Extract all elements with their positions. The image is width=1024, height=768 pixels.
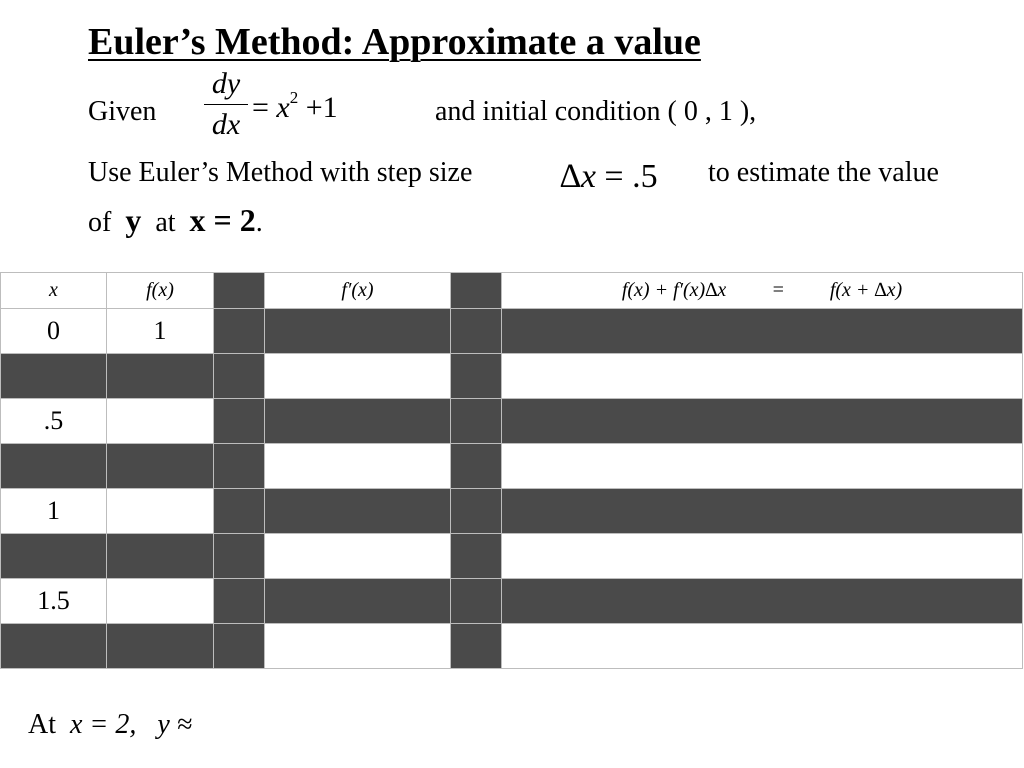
cell-fprime <box>265 534 451 579</box>
spacer-cell <box>451 399 502 444</box>
cell-fprime <box>265 579 451 624</box>
cell-formula <box>502 534 1023 579</box>
cell-fprime <box>265 444 451 489</box>
spacer-cell <box>451 309 502 354</box>
derivative-fraction <box>204 66 248 143</box>
spacer-cell <box>214 399 265 444</box>
cell-fx <box>107 579 214 624</box>
cell-fprime <box>265 624 451 669</box>
cell-fprime <box>265 489 451 534</box>
cell-formula <box>502 399 1023 444</box>
delta-symbol: ∆ <box>560 158 581 195</box>
cell-formula <box>502 309 1023 354</box>
table-row <box>1 489 1023 534</box>
cell-fprime <box>265 399 451 444</box>
table-row <box>1 309 1023 354</box>
cell-fx <box>107 534 214 579</box>
spacer-cell <box>214 273 265 309</box>
target-line <box>88 202 263 239</box>
answer-x: x = 2, <box>70 709 137 740</box>
cell-x <box>1 444 107 489</box>
spacer-cell <box>451 354 502 399</box>
step-size-expression <box>560 158 658 196</box>
equation-exponent: 2 <box>289 88 299 107</box>
equation-plus-one: +1 <box>305 91 338 124</box>
cell-x: 0 <box>1 309 107 354</box>
header-x: x <box>1 273 107 309</box>
table-row <box>1 399 1023 444</box>
fraction-bar <box>204 104 248 105</box>
spacer-cell <box>451 273 502 309</box>
step-var: x <box>580 158 596 195</box>
spacer-cell <box>214 354 265 399</box>
instruction-line: Use Euler’s Method with step size <box>88 157 473 188</box>
table-row <box>1 624 1023 669</box>
answer-y: y ≈ <box>157 709 193 740</box>
equals-sign: = <box>252 91 269 124</box>
cell-fx <box>107 444 214 489</box>
step-value: = .5 <box>595 158 658 195</box>
equation-var: x <box>276 91 290 124</box>
cell-formula <box>502 489 1023 534</box>
cell-formula <box>502 579 1023 624</box>
answer-at-label: At <box>28 709 56 740</box>
spacer-cell <box>451 579 502 624</box>
spacer-cell <box>214 624 265 669</box>
spacer-cell <box>451 534 502 579</box>
header-fprime: f′(x) <box>265 273 451 309</box>
cell-x: 1 <box>1 489 107 534</box>
spacer-cell <box>451 444 502 489</box>
equation-rhs <box>252 88 338 125</box>
at-label: at <box>155 207 176 238</box>
cell-fx <box>107 399 214 444</box>
initial-condition: and initial condition ( 0 , 1 ), <box>435 96 757 127</box>
table-row <box>1 444 1023 489</box>
cell-x <box>1 624 107 669</box>
slide-title: Euler’s Method: Approximate a value <box>88 21 701 63</box>
cell-fprime <box>265 309 451 354</box>
fraction-numerator: dy <box>211 67 241 100</box>
cell-formula <box>502 354 1023 399</box>
y-bold: y <box>125 202 142 238</box>
spacer-cell <box>214 489 265 534</box>
cell-fprime <box>265 354 451 399</box>
cell-fx <box>107 624 214 669</box>
formula-right: f(x + ∆x) <box>829 279 903 301</box>
table-row <box>1 579 1023 624</box>
estimate-text: to estimate the value <box>708 157 939 188</box>
period: . <box>255 207 263 238</box>
x-equals-two: x = 2 <box>189 202 256 238</box>
table-header-row <box>1 273 1023 309</box>
table-row <box>1 354 1023 399</box>
formula-left: f(x) + f′(x)∆x <box>621 279 727 301</box>
spacer-cell <box>451 624 502 669</box>
cell-x: .5 <box>1 399 107 444</box>
given-label: Given <box>88 96 157 127</box>
cell-x <box>1 354 107 399</box>
cell-fx: 1 <box>107 309 214 354</box>
cell-formula <box>502 444 1023 489</box>
cell-formula <box>502 624 1023 669</box>
spacer-cell <box>451 489 502 534</box>
header-fx: f(x) <box>107 273 214 309</box>
cell-fx <box>107 489 214 534</box>
spacer-cell <box>214 444 265 489</box>
euler-table <box>0 272 1023 669</box>
cell-x <box>1 534 107 579</box>
cell-x: 1.5 <box>1 579 107 624</box>
answer-line <box>28 709 192 741</box>
cell-fx <box>107 354 214 399</box>
fraction-denominator: dx <box>211 108 241 141</box>
spacer-cell <box>214 534 265 579</box>
of-label: of <box>88 207 112 238</box>
formula-equals: = <box>771 279 785 301</box>
spacer-cell <box>214 309 265 354</box>
table-row <box>1 534 1023 579</box>
header-formula <box>502 273 1023 309</box>
spacer-cell <box>214 579 265 624</box>
